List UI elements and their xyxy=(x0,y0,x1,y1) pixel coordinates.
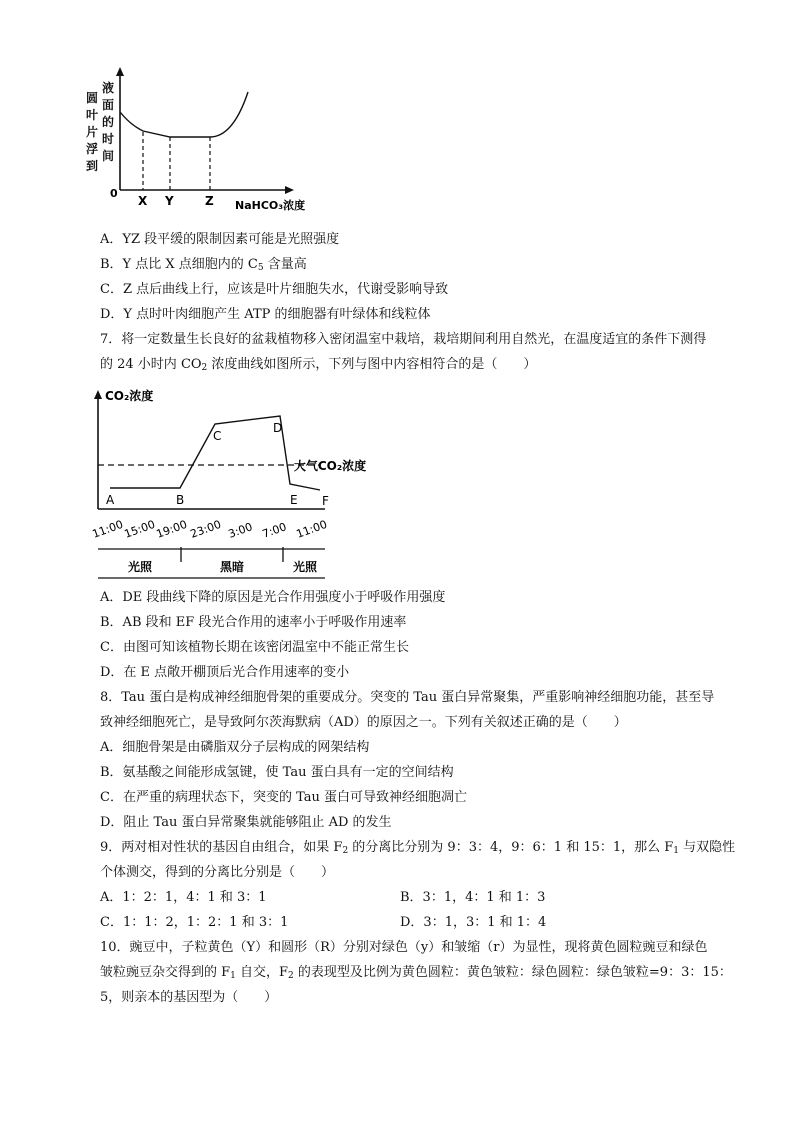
fig1-tick-z: Z xyxy=(205,194,214,208)
q6-option-c: C．Z 点后曲线上行，应该是叶片细胞失水，代谢受影响导致 xyxy=(100,282,449,297)
q10-stem2-sub: 1 xyxy=(230,971,236,981)
fig2-point-c: C xyxy=(213,429,222,443)
fig2-time-6: 11:00 xyxy=(294,517,329,541)
q9-stem-line1 xyxy=(100,839,735,857)
q7-stem2-sub: 2 xyxy=(201,363,208,373)
q9-stem1-sub: 2 xyxy=(342,846,349,856)
fig2-time-0: 11:00 xyxy=(90,517,125,541)
fig2-period-dark: 黑暗 xyxy=(219,560,245,574)
fig1-tick-y: Y xyxy=(165,194,174,208)
q8-stem-line2: 致神经细胞死亡，是导致阿尔茨海默病（AD）的原因之一。下列有关叙述正确的是（ ） xyxy=(100,715,627,730)
figure-2-co2-curve xyxy=(80,384,367,584)
q9-stem1-post: 与双隐性 xyxy=(679,840,736,855)
q10-stem2-post: 的表现型及比例为黄色圆粒：黄色皱粒：绿色圆粒：绿色皱粒=9：3：15： xyxy=(293,965,732,980)
q7-stem-line2 xyxy=(100,356,536,374)
q9-stem-line2: 个体测交，得到的分离比分别是（ ） xyxy=(100,865,335,880)
fig2-atmospheric-label: 大气CO₂浓度 xyxy=(293,459,367,473)
q10-stem2-sub2: 2 xyxy=(288,971,294,981)
fig1-xlabel: NaHCO₃浓度 xyxy=(235,199,306,212)
fig1-ylabel-col2: 液面的时间 xyxy=(102,81,115,163)
q6-option-b xyxy=(100,256,307,274)
fig2-point-a: A xyxy=(106,493,115,507)
q7-option-a: A．DE 段曲线下降的原因是光合作用强度小于呼吸作用强度 xyxy=(100,590,446,605)
q7-option-b: B．AB 段和 EF 段光合作用的速率小于呼吸作用速率 xyxy=(100,615,407,630)
q10-stem-line2 xyxy=(100,964,732,982)
q8-option-d: D．阻止 Tau 蛋白异常聚集就能够阻止 AD 的发生 xyxy=(100,815,392,830)
fig2-point-b: B xyxy=(176,493,185,507)
fig2-time-2: 19:00 xyxy=(154,517,189,541)
q7-stem2-post: 浓度曲线如图所示，下列与图中内容相符合的是（ ） xyxy=(207,357,537,372)
fig1-x-arrow xyxy=(285,186,294,194)
q9-option-a: A．1：2：1，4：1 和 3：1 xyxy=(100,890,267,905)
fig2-time-1: 15:00 xyxy=(122,517,157,541)
q7-option-c: C．由图可知该植物长期在该密闭温室中不能正常生长 xyxy=(100,640,409,655)
fig2-time-5: 7:00 xyxy=(260,520,289,541)
fig2-period-light1: 光照 xyxy=(127,560,153,574)
fig2-y-arrow xyxy=(94,390,102,399)
q6-option-b-post: 含量高 xyxy=(263,257,307,272)
q6-option-a: A．YZ 段平缓的限制因素可能是光照强度 xyxy=(100,232,340,247)
fig2-point-d: D xyxy=(273,421,283,435)
fig1-curve-line xyxy=(120,92,248,137)
q10-stem-line1: 10．豌豆中，子粒黄色（Y）和圆形（R）分别对绿色（y）和皱缩（r）为显性，现将黄色圆粒豌豆和绿色 xyxy=(100,940,708,955)
q10-stem2-pre: 皱粒豌豆杂交得到的 F xyxy=(100,965,231,980)
q6-option-b-sub: 5 xyxy=(257,263,264,273)
fig1-origin: 0 xyxy=(110,187,118,200)
q7-stem2-pre: 的 24 小时内 CO xyxy=(100,357,202,372)
fig2-point-f: F xyxy=(322,494,329,508)
fig2-point-e: E xyxy=(290,493,298,507)
q8-option-b: B．氨基酸之间能形成氢键，使 Tau 蛋白具有一定的空间结构 xyxy=(100,765,454,780)
fig1-tick-x: X xyxy=(138,194,148,208)
fig2-time-3: 23:00 xyxy=(188,517,223,541)
q9-option-b: B．3：1，4：1 和 1：3 xyxy=(400,890,546,905)
q9-option-d: D．3：1，3：1 和 1：4 xyxy=(400,915,547,930)
q8-option-a: A．细胞骨架是由磷脂双分子层构成的网架结构 xyxy=(100,740,370,755)
q9-stem1-mid: 的分离比分别为 9：3：4，9：6：1 和 15：1，那么 F xyxy=(348,840,674,855)
q9-option-c: C．1：1：2，1：2：1 和 3：1 xyxy=(100,915,289,930)
fig2-ylabel: CO₂浓度 xyxy=(105,389,154,403)
q9-stem1-pre: 9．两对相对性状的基因自由组合，如果 F xyxy=(100,840,343,855)
q8-stem-line1: 8．Tau 蛋白是构成神经细胞骨架的重要成分。突变的 Tau 蛋白异常聚集，严重影响神经细胞功能，甚至导 xyxy=(100,690,715,705)
q7-option-d: D．在 E 点敞开棚顶后光合作用速率的变小 xyxy=(100,665,350,680)
q9-stem1-sub2: 1 xyxy=(673,846,680,856)
q10-stem-line3: 5，则亲本的基因型为（ ） xyxy=(100,990,278,1005)
fig2-period-light2: 光照 xyxy=(292,560,318,574)
q8-option-c: C．在严重的病理状态下，突变的 Tau 蛋白可导致神经细胞凋亡 xyxy=(100,790,467,805)
q10-stem2-mid: 自交，F xyxy=(235,965,289,980)
fig1-ylabel-col1: 圆叶片浮到 xyxy=(86,91,99,173)
fig2-time-4: 3:00 xyxy=(226,520,255,541)
q6-option-b-text: B．Y 点比 X 点细胞内的 C xyxy=(100,257,258,272)
figure-1-curve xyxy=(80,62,330,222)
fig2-curve-line xyxy=(110,416,320,490)
q6-option-d: D．Y 点时叶肉细胞产生 ATP 的细胞器有叶绿体和线粒体 xyxy=(100,307,431,322)
fig1-y-arrow xyxy=(116,67,124,76)
q7-stem-line1: 7．将一定数量生长良好的盆栽植物移入密闭温室中栽培，栽培期间利用自然光，在温度适宜的条件下测得 xyxy=(100,332,707,347)
